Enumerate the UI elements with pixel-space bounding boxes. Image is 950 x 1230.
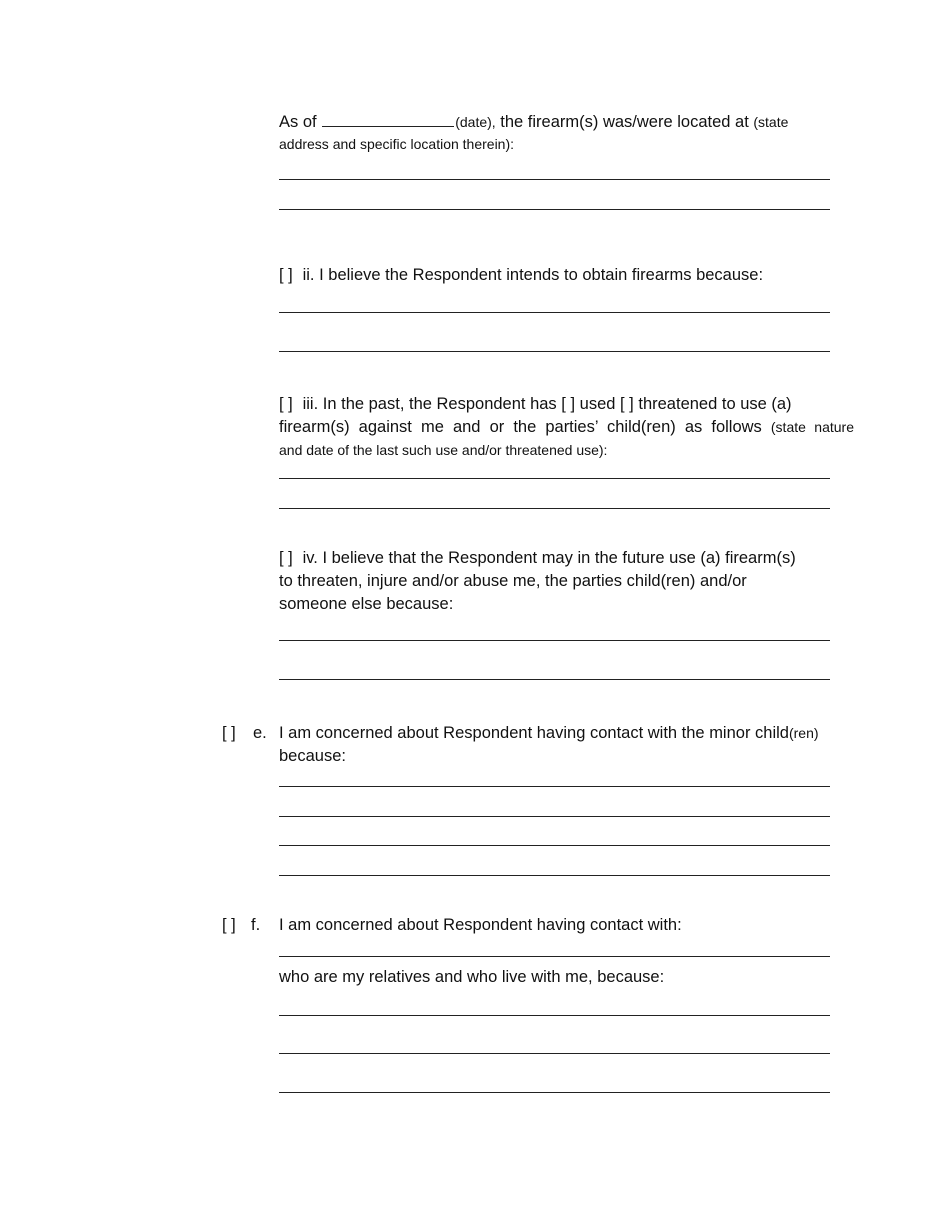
- item-ii-line-1[interactable]: [279, 312, 830, 313]
- item-f-line-1: I am concerned about Respondent having contact with:: [279, 916, 682, 934]
- as-of-line: [279, 111, 788, 133]
- item-iii-line-2: [279, 416, 854, 438]
- state-hint-b: address and specific location therein):: [279, 136, 515, 152]
- location-line-1[interactable]: [279, 179, 830, 180]
- state-hint-a: (state: [753, 114, 789, 130]
- item-e-label: e.: [253, 724, 267, 742]
- item-f-line-c[interactable]: [279, 1092, 830, 1093]
- used-checkbox[interactable]: [ ]: [561, 395, 576, 413]
- item-iv-text-1: iv. I believe that the Respondent may in the future use (a) firearm(s): [302, 549, 796, 567]
- item-iii-hint-b: and date of the last such use and/or threatened use):: [279, 442, 608, 458]
- location-line-2[interactable]: [279, 209, 830, 210]
- item-iv-line-3: someone else because:: [279, 595, 454, 613]
- item-ii-text: ii. I believe the Respondent intends to obtain firearms because:: [302, 266, 764, 284]
- item-f-line-a[interactable]: [279, 1015, 830, 1016]
- item-iii-line-1: [279, 393, 792, 415]
- item-iii-checkbox[interactable]: [ ]: [279, 395, 293, 413]
- threatened-label: threatened to use (a): [638, 395, 792, 413]
- item-e-line-1: [279, 722, 819, 744]
- item-e-line-a[interactable]: [279, 786, 830, 787]
- item-iii-line-a[interactable]: [279, 478, 830, 479]
- item-e-small: (ren): [788, 725, 819, 741]
- item-iii-text-a: iii. In the past, the Respondent has: [302, 395, 557, 413]
- item-iii-hint-a: (state nature: [770, 419, 854, 435]
- item-iv-line-b[interactable]: [279, 679, 830, 680]
- item-ii-line-2[interactable]: [279, 351, 830, 352]
- item-f-relatives-line[interactable]: [279, 956, 830, 957]
- item-iii-line-2-text: firearm(s) against me and or the parties’ child(ren) as follows: [279, 418, 762, 436]
- item-e-line-c[interactable]: [279, 845, 830, 846]
- item-iv-checkbox[interactable]: [ ]: [279, 549, 293, 567]
- item-ii-checkbox[interactable]: [ ]: [279, 266, 293, 284]
- used-label: used: [579, 395, 616, 413]
- item-iii-line-b[interactable]: [279, 508, 830, 509]
- item-ii: [279, 264, 763, 286]
- item-iv-line-a[interactable]: [279, 640, 830, 641]
- threatened-checkbox[interactable]: [ ]: [620, 395, 634, 413]
- located-text: the firearm(s) was/were located at: [500, 113, 749, 131]
- item-e-line-2: because:: [279, 747, 346, 765]
- item-iv-line-2: to threaten, injure and/or abuse me, the parties child(ren) and/or: [279, 572, 747, 590]
- date-hint: (date),: [455, 114, 496, 130]
- item-e-line-d[interactable]: [279, 875, 830, 876]
- item-e-text: I am concerned about Respondent having contact with the minor child: [279, 724, 789, 742]
- date-blank[interactable]: [322, 112, 454, 127]
- item-e-line-b[interactable]: [279, 816, 830, 817]
- item-f-line-b[interactable]: [279, 1053, 830, 1054]
- item-f-label: f.: [251, 916, 261, 934]
- item-iv-line-1: [279, 547, 796, 569]
- item-f-checkbox[interactable]: [ ]: [222, 916, 236, 934]
- item-f-line-2: who are my relatives and who live with me, because:: [279, 968, 665, 986]
- as-of-label: As of: [279, 113, 317, 131]
- item-e-checkbox[interactable]: [ ]: [222, 724, 236, 742]
